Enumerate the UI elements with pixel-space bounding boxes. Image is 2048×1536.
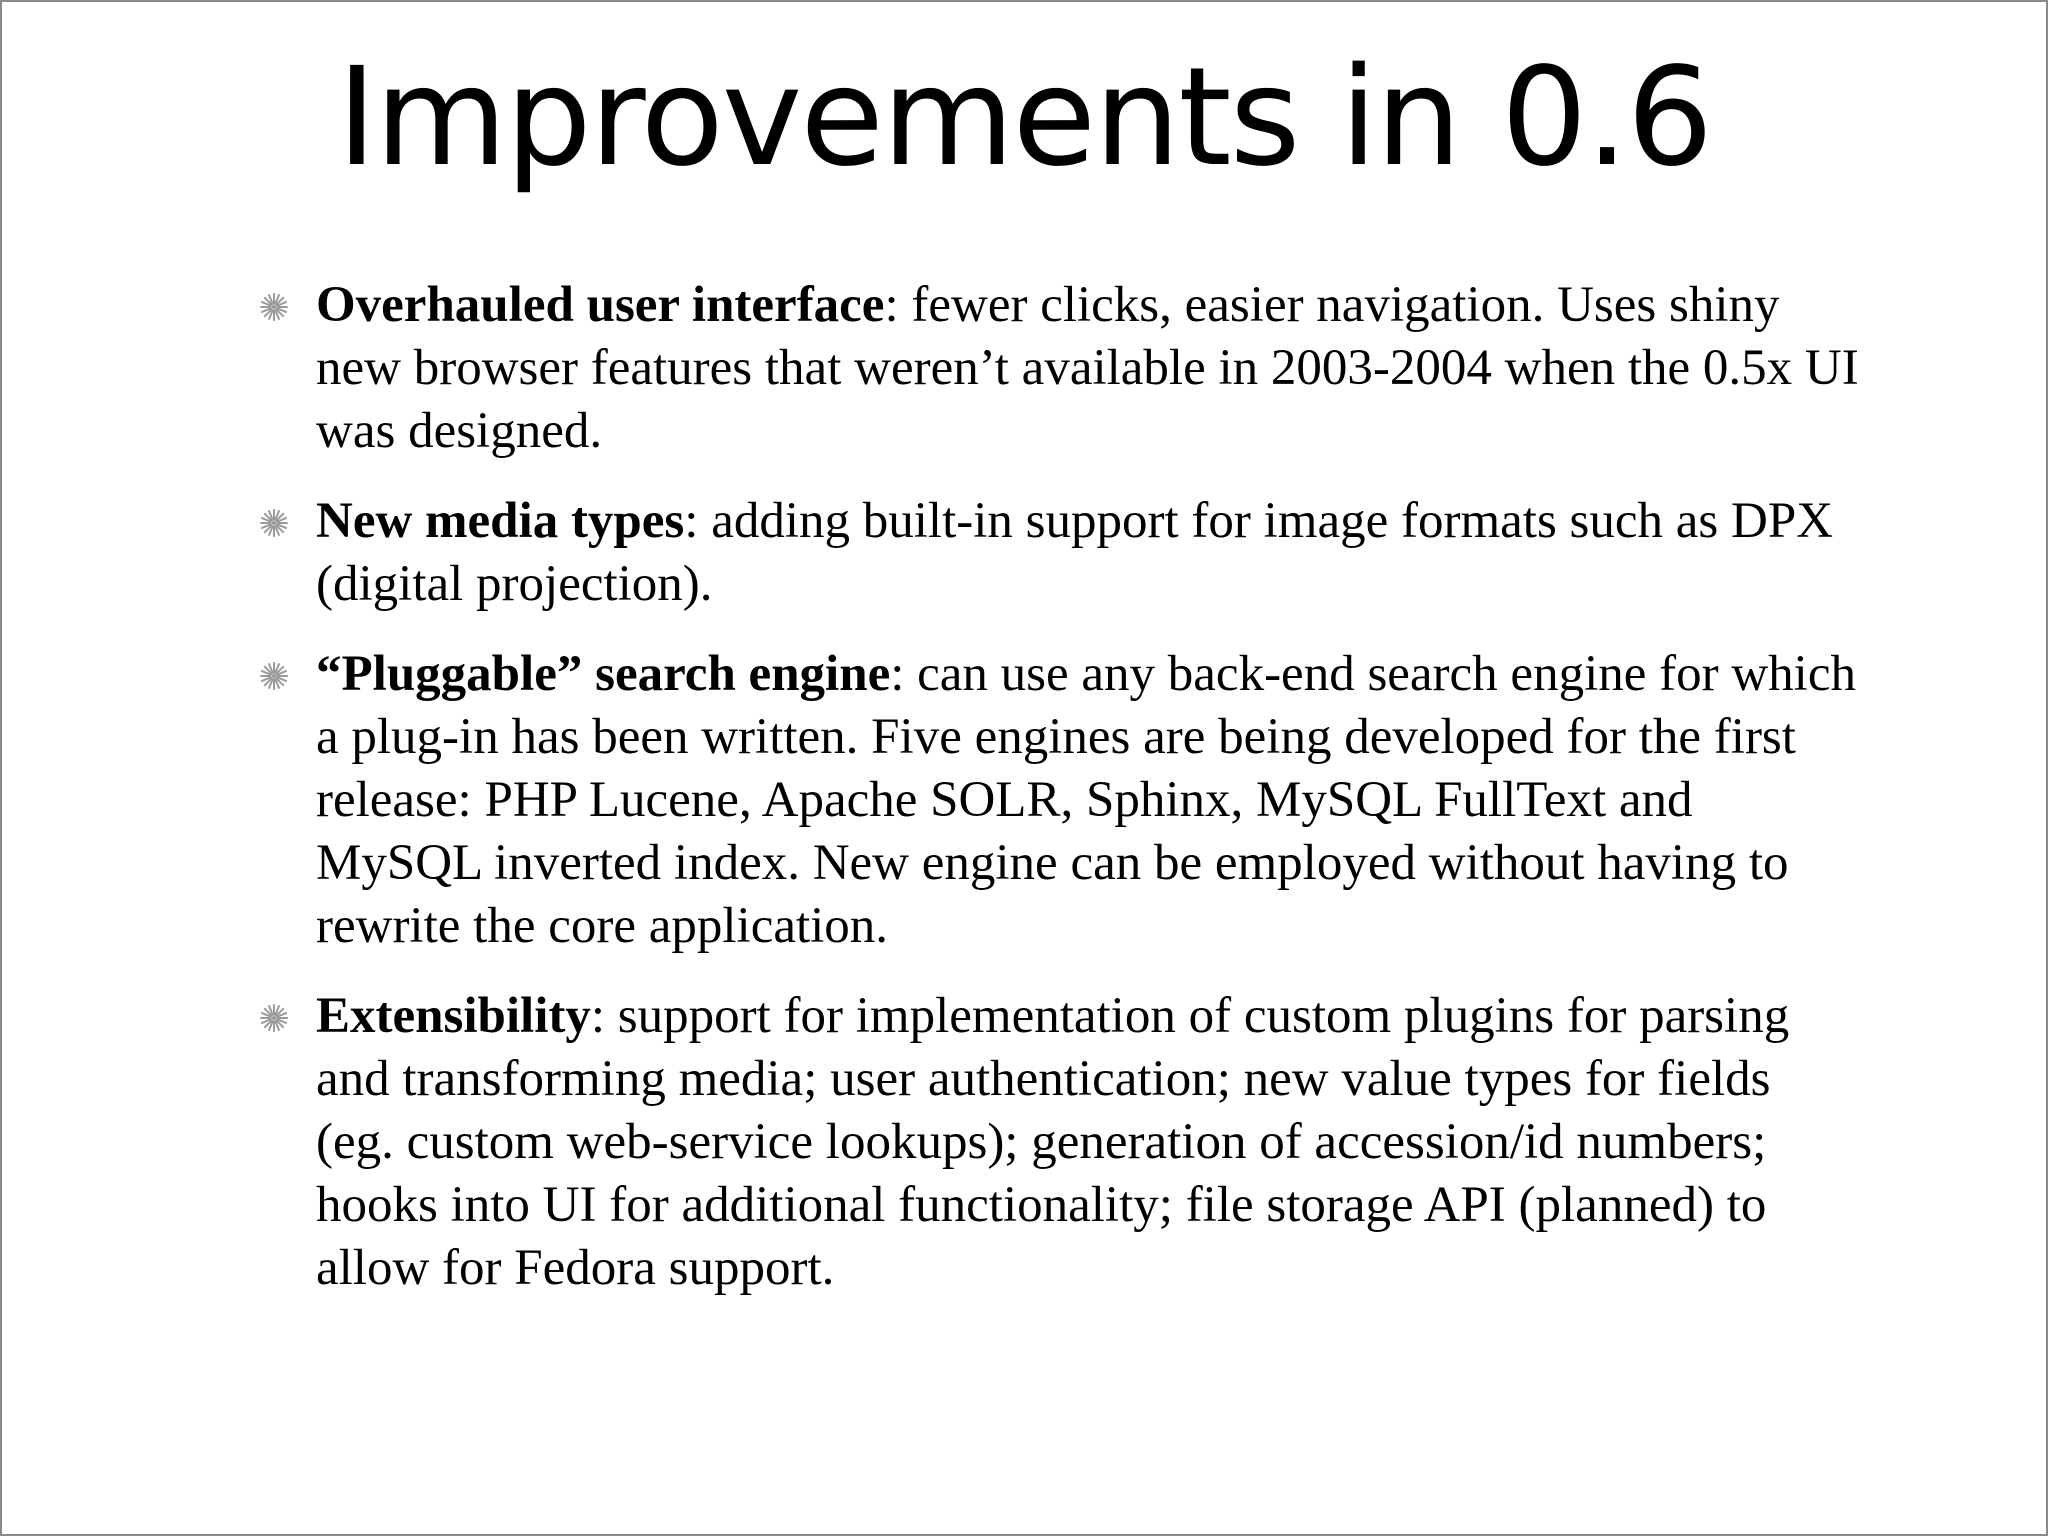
slide-title: Improvements in 0.6 [336,39,1712,197]
starburst-bullet-icon [260,509,288,537]
starburst-bullet-icon [260,662,288,690]
bullet-item-media [260,490,1860,616]
bullet-heading: Overhauled user interface [316,277,885,333]
bullet-text: : adding built-in support for image formats such as DPX (digital projection). [316,493,1834,612]
bullet-text: : fewer clicks, easier navigation. Uses shiny new browser features that weren’t available in 2003-2004 when the 0.5x UI was designed. [316,277,1859,459]
bullet-text: : support for implementation of custom plugins for parsing and transforming media; user authentication; new value types for fields (eg. custom web-service lookups); generation of accession/id numbers; hooks into UI for additional functionality; file storage API (planned) to allow for Fedora support. [316,988,1790,1296]
bullet-item-extensibility [260,985,1860,1300]
starburst-bullet-icon [260,293,288,321]
bullet-heading: New media types [316,493,685,549]
starburst-bullet-icon [260,1004,288,1032]
bullet-heading: “Pluggable” search engine [316,646,891,702]
bullet-heading: Extensibility [316,988,591,1044]
bullet-item-search [260,643,1860,958]
bullet-item-ui [260,274,1860,463]
bullet-text: : can use any back-end search engine for which a plug-in has been written. Five engines are being developed for the first release: PHP Lucene, Apache SOLR, Sphinx, MySQL FullText and MySQL inverted index. New engine can be employed without having to rewrite the core application. [316,646,1856,954]
bullet-list [260,274,1860,1327]
